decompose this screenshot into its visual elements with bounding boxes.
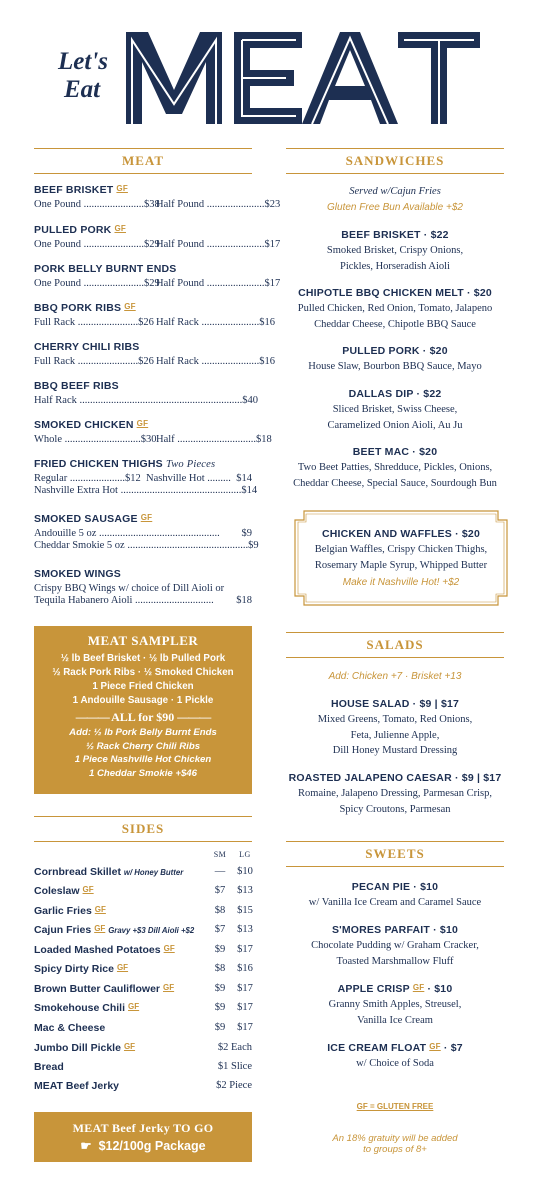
item-desc: Rosemary Maple Syrup, Whipped Butter xyxy=(314,559,488,571)
pointing-hand-icon: ☛ xyxy=(80,1139,92,1153)
gf-badge: GF xyxy=(163,944,175,953)
item-desc: Vanilla Ice Cream xyxy=(357,1014,433,1026)
item-desc: Crispy BBQ Wings w/ choice of Dill Aioli or xyxy=(34,583,225,594)
side-lg-price: $17 xyxy=(237,1022,253,1033)
item-name: SMOKED CHICKEN xyxy=(34,419,134,431)
gf-badge: GF xyxy=(94,905,106,914)
gf-badge: GF xyxy=(116,184,128,193)
item-desc: Feta, Julienne Apple, xyxy=(350,729,440,741)
item-name: ICE CREAM FLOAT xyxy=(327,1042,427,1054)
side-sm-price: $8 xyxy=(214,963,226,974)
side-note: Gravy +$3 Dill Aioli +$2 xyxy=(108,926,195,935)
side-row xyxy=(34,924,252,940)
meat-item-bbq-pork-ribs: BBQ PORK RIBS GF Full Rack ....................... $26 Half Rack ...................... $16 xyxy=(34,302,275,328)
item-name: SMOKED SAUSAGE xyxy=(34,513,138,525)
side-lg-price: $15 xyxy=(237,905,253,916)
chicken-waffles-box xyxy=(294,510,508,606)
item-name: BEEF BRISKET xyxy=(34,184,114,196)
portion-label: One Pound xyxy=(34,199,81,210)
price: $29 xyxy=(143,239,160,250)
item-desc: Belgian Waffles, Crispy Chicken Thighs, xyxy=(314,544,488,555)
item-name: HOUSE SALAD · $9 | $17 xyxy=(330,698,460,710)
sweet-item xyxy=(286,983,504,1028)
sampler-line: ½ Rack Pork Ribs · ½ Smoked Chicken xyxy=(52,667,234,678)
item-desc: Dill Honey Mustard Dressing xyxy=(332,745,458,756)
item-price: · $7 xyxy=(443,1042,463,1054)
meat-item-smoked-sausage: SMOKED SAUSAGE GF Andouille 5 oz .............................................. $9 Cheddar Smokie 5 oz .............................................. $9 xyxy=(34,513,259,551)
jerky-to-go-box xyxy=(34,1112,252,1162)
side-row xyxy=(34,1080,252,1096)
item-name: APPLE CRISP xyxy=(337,983,410,995)
side-sm-price: — xyxy=(214,866,226,877)
side-row xyxy=(34,866,252,882)
meat-sampler-box xyxy=(34,626,252,794)
portion-label: Half Rack xyxy=(156,356,199,367)
portion-label: Whole xyxy=(34,434,62,445)
item-name: BBQ PORK RIBS xyxy=(34,302,122,314)
side-lg-price: $16 xyxy=(237,963,253,974)
sides-size-header xyxy=(34,850,252,866)
item-desc: Cheddar Cheese, Special Sauce, Sourdough Bun xyxy=(293,477,497,489)
nashville-hot-note: Make it Nashville Hot! +$2 xyxy=(342,577,460,588)
price: $40 xyxy=(242,395,258,406)
item-name: CHERRY CHILI RIBS xyxy=(34,341,140,353)
item-desc: Pickles, Horseradish Aioli xyxy=(340,260,450,272)
price: $9 xyxy=(241,528,252,539)
gf-badge: GF xyxy=(94,924,106,933)
side-name: Cajun Fries xyxy=(34,924,92,936)
gf-badge: GF xyxy=(412,983,425,992)
side-sm-price: $9 xyxy=(214,983,226,994)
side-row xyxy=(34,905,252,921)
item-name: CHIPOTLE BBQ CHICKEN MELT · $20 xyxy=(298,287,492,299)
meat-logo xyxy=(126,32,480,124)
gf-badge: GF xyxy=(123,1042,136,1051)
gratuity-line: to groups of 8+ xyxy=(363,1144,427,1155)
sampler-price-row: ——— ALL for $90 ——— xyxy=(75,710,211,724)
side-note: w/ Honey Butter xyxy=(123,868,184,877)
meat-item-cherry-chili-ribs: CHERRY CHILI RIBS Full Rack ....................... $26 Half Rack ...................... $16 xyxy=(34,341,275,367)
item-name: BEEF BRISKET · $22 xyxy=(341,229,449,241)
portion-label: Half xyxy=(156,434,175,445)
item-desc: Mixed Greens, Tomato, Red Onions, xyxy=(317,714,473,725)
gf-badge: GF xyxy=(429,1042,441,1051)
portion-label: Full Rack xyxy=(34,317,76,328)
salad-item xyxy=(276,772,514,817)
item-desc: Tequila Habanero Aioli xyxy=(34,595,133,606)
portion-label: Half Rack xyxy=(156,317,199,328)
price: $17 xyxy=(264,239,281,250)
side-name: Garlic Fries xyxy=(34,905,92,917)
gf-badge: GF xyxy=(128,1002,140,1011)
side-sm-price: $8 xyxy=(214,905,226,916)
meat-item-beef-brisket: BEEF BRISKET GF One Pound ....................... $38 Half Pound ...................... $23 xyxy=(34,184,281,210)
item-name: SMOKED WINGS xyxy=(34,568,121,580)
portion-label: Andouille 5 oz xyxy=(34,528,97,539)
meat-section-header: MEAT xyxy=(34,148,252,174)
sampler-price: ALL for $90 xyxy=(111,710,175,724)
salad-item xyxy=(286,698,504,759)
sm-header: SM xyxy=(213,850,227,859)
sampler-line: 1 Andouille Sausage · 1 Pickle xyxy=(72,695,214,706)
side-sm-price: $7 xyxy=(214,885,226,896)
item-desc: Romaine, Jalapeno Dressing, Parmesan Crisp, xyxy=(298,788,492,799)
price: $26 xyxy=(138,356,154,367)
price: $23 xyxy=(264,199,281,210)
item-name: PORK BELLY BURNT ENDS xyxy=(34,263,177,275)
portion-label: Cheddar Smokie 5 oz xyxy=(34,540,125,551)
price: $29 xyxy=(143,278,160,289)
item-name: PULLED PORK xyxy=(34,224,112,236)
sandwich-item xyxy=(286,229,504,274)
side-row xyxy=(34,1002,252,1018)
side-name: Cornbread Skillet xyxy=(34,866,121,878)
side-lg-price: $17 xyxy=(237,944,253,955)
side-name: Spicy Dirty Rice xyxy=(34,963,114,975)
gratuity-note xyxy=(286,1133,504,1155)
portion-label: Half Pound xyxy=(156,239,205,250)
item-desc: Spicy Croutons, Parmesan xyxy=(339,803,451,815)
portion-label: Nashville Extra Hot xyxy=(34,485,118,496)
price: $26 xyxy=(138,317,154,328)
item-price: · $10 xyxy=(427,983,453,995)
gf-badge: GF xyxy=(82,885,94,894)
lets-eat-title xyxy=(58,48,108,104)
item-desc: Caramelized Onion Aioli, Au Ju xyxy=(327,419,463,431)
side-name: Smokehouse Chili xyxy=(34,1002,126,1014)
side-sm-price: $9 xyxy=(214,1002,226,1013)
sampler-line: ½ lb Beef Brisket · ½ lb Pulled Pork xyxy=(60,653,226,664)
eat-text: Eat xyxy=(64,76,101,103)
item-name: FRIED CHICKEN THIGHS xyxy=(34,458,163,470)
item-desc: w/ Choice of Soda xyxy=(356,1058,434,1069)
meat-item-smoked-wings: SMOKED WINGS Crispy BBQ Wings w/ choice of Dill Aioli or Tequila Habanero Aioli .............................. $18 xyxy=(34,568,252,606)
gf-badge: GF xyxy=(163,983,175,992)
item-desc: Smoked Brisket, Crispy Onions, xyxy=(326,245,464,256)
sandwich-item xyxy=(286,345,504,375)
item-name: BEET MAC · $20 xyxy=(352,446,438,458)
sides-section-header: SIDES xyxy=(34,816,252,842)
price: $30 xyxy=(140,434,157,445)
price: $18 xyxy=(256,434,272,445)
item-desc: w/ Vanilla Ice Cream and Caramel Sauce xyxy=(308,897,482,908)
price: $17 xyxy=(264,278,281,289)
side-lg-price: $17 xyxy=(237,983,253,994)
item-desc: Chocolate Pudding w/ Graham Cracker, xyxy=(311,940,479,951)
side-each-price: $2 Piece xyxy=(216,1080,252,1091)
price: $16 xyxy=(259,317,275,328)
item-desc: Toasted Marshmallow Fluff xyxy=(336,955,454,967)
item-name: ROASTED JALAPENO CAESAR · $9 | $17 xyxy=(288,772,502,784)
gf-badge: GF xyxy=(116,963,129,972)
lg-header: LG xyxy=(239,850,251,859)
side-name: Coleslaw xyxy=(34,885,80,897)
price: $14 xyxy=(241,485,258,496)
meat-item-bbq-beef-ribs: BBQ BEEF RIBS Half Rack .............................................................. $40 xyxy=(34,380,258,406)
item-desc: Sliced Brisket, Swiss Cheese, xyxy=(332,404,458,415)
side-row xyxy=(34,983,252,999)
price: $9 xyxy=(248,540,259,551)
side-name: Loaded Mashed Potatoes xyxy=(34,944,161,956)
portion-label: Half Rack xyxy=(34,395,77,406)
sandwich-item xyxy=(286,388,504,433)
lets-text: Let's xyxy=(58,48,108,75)
item-desc: House Slaw, Bourbon BBQ Sauce, Mayo xyxy=(308,361,482,372)
jerky-title: MEAT Beef Jerky TO GO xyxy=(72,1121,214,1135)
sandwich-item xyxy=(274,446,516,491)
sampler-add-line: Add: ½ lb Pork Belly Burnt Ends xyxy=(69,727,217,738)
side-sm-price: $9 xyxy=(214,1022,226,1033)
sweet-item xyxy=(286,924,504,969)
side-lg-price: $17 xyxy=(237,1002,253,1013)
sandwich-item xyxy=(286,287,504,332)
meat-item-pulled-pork: PULLED PORK GF One Pound ....................... $29 Half Pound ...................... $17 xyxy=(34,224,281,250)
item-desc: Two Beet Patties, Shredduce, Pickles, Onions, xyxy=(297,462,493,473)
side-name: Mac & Cheese xyxy=(34,1022,106,1034)
item-note: Two Pieces xyxy=(165,459,216,470)
portion-label: Half Pound xyxy=(156,199,205,210)
item-name: PECAN PIE · $10 xyxy=(351,881,439,893)
gf-badge: GF xyxy=(140,513,153,522)
price: $14 xyxy=(236,473,252,484)
portion-label: One Pound xyxy=(34,278,81,289)
side-row xyxy=(34,944,252,960)
sampler-line: 1 Piece Fried Chicken xyxy=(92,681,194,692)
sampler-title: MEAT SAMPLER xyxy=(87,633,199,648)
sandwiches-served-note: Served w/Cajun Fries xyxy=(349,186,441,197)
side-row xyxy=(34,963,252,979)
sweet-item xyxy=(286,881,504,911)
item-desc: Cheddar Cheese, Chipotle BBQ Sauce xyxy=(314,318,476,330)
portion-label: Nashville Hot xyxy=(146,473,205,484)
item-name: CHICKEN AND WAFFLES · $20 xyxy=(321,528,481,540)
side-row xyxy=(34,885,252,901)
sampler-add-line: 1 Piece Nashville Hot Chicken xyxy=(74,754,212,765)
jerky-price: $12/100g Package xyxy=(98,1139,206,1153)
gratuity-line: An 18% gratuity will be added xyxy=(332,1133,458,1144)
sweet-item xyxy=(286,1042,504,1072)
side-each-price: $1 Slice xyxy=(217,1061,252,1072)
item-desc: Granny Smith Apples, Streusel, xyxy=(328,999,462,1010)
side-name: Jumbo Dill Pickle xyxy=(34,1042,121,1054)
portion-label: Half Pound xyxy=(156,278,205,289)
side-name: Brown Butter Cauliflower xyxy=(34,983,161,995)
meat-item-fried-chicken: FRIED CHICKEN THIGHS Two Pieces Regular ..................... $12 Nashville Hot ......... $14 Nashville Extra Hot .............................................. $14 xyxy=(34,458,258,496)
meat-item-smoked-chicken: SMOKED CHICKEN GF Whole ............................. $30 Half .............................. $18 xyxy=(34,419,272,445)
portion-label: Full Rack xyxy=(34,356,76,367)
side-sm-price: $9 xyxy=(214,944,226,955)
sampler-add-line: ½ Rack Cherry Chili Ribs xyxy=(85,740,201,752)
item-desc: Pulled Chicken, Red Onion, Tomato, Jalapeno xyxy=(297,303,493,314)
menu-header xyxy=(0,0,541,140)
salads-add-note: Add: Chicken +7 · Brisket +13 xyxy=(328,671,462,682)
item-name: PULLED PORK · $20 xyxy=(342,345,448,357)
portion-label: Regular xyxy=(34,473,68,484)
price: $12 xyxy=(125,473,141,484)
meat-item-pork-belly: PORK BELLY BURNT ENDS One Pound ....................... $29 Half Pound ...................... $17 xyxy=(34,263,281,289)
side-lg-price: $13 xyxy=(237,885,253,896)
item-name: DALLAS DIP · $22 xyxy=(348,388,442,400)
side-name: MEAT Beef Jerky xyxy=(34,1080,120,1092)
side-each-price: $2 Each xyxy=(217,1042,252,1053)
gf-badge: GF xyxy=(124,302,136,311)
side-name: Bread xyxy=(34,1061,64,1073)
item-name: S'MORES PARFAIT · $10 xyxy=(331,924,459,936)
gf-badge: GF xyxy=(114,224,126,233)
side-row xyxy=(34,1061,252,1077)
price: $18 xyxy=(236,595,252,606)
side-lg-price: $13 xyxy=(237,924,253,935)
sandwiches-section-header: SANDWICHES xyxy=(286,148,504,174)
side-lg-price: $10 xyxy=(237,866,253,877)
portion-label: One Pound xyxy=(34,239,81,250)
item-name: BBQ BEEF RIBS xyxy=(34,380,119,392)
gf-bun-note: Gluten Free Bun Available +$2 xyxy=(327,202,463,213)
price: $38 xyxy=(143,199,160,210)
gf-badge: GF xyxy=(136,419,149,428)
salads-section-header: SALADS xyxy=(286,632,504,658)
side-row xyxy=(34,1022,252,1038)
side-row xyxy=(34,1042,252,1058)
sweets-section-header: SWEETS xyxy=(286,841,504,867)
sampler-add-line: 1 Cheddar Smokie +$46 xyxy=(89,767,197,779)
side-sm-price: $7 xyxy=(214,924,226,935)
price: $16 xyxy=(259,356,275,367)
gf-legend: GF = GLUTEN FREE xyxy=(356,1102,434,1111)
